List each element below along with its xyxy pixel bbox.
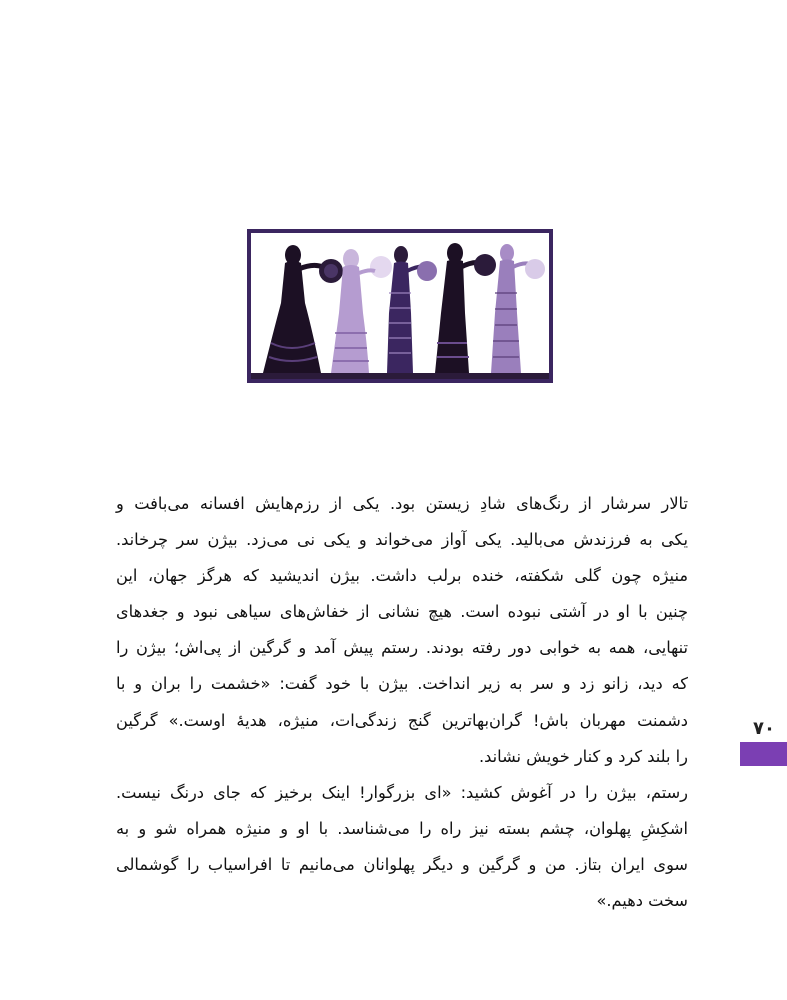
text-line: منیژه چون گلی شکفته، خنده برلب داشت. بیژن اندیشید که هرگز جهان، این [116, 566, 688, 586]
page-number: ۷۰ [753, 718, 775, 739]
paragraph-2 [116, 775, 688, 919]
text-line: چنین با او در آشتی نبوده است. هیچ نشانی از خفاش‌های سیاهی نبود و جغدهای [116, 602, 688, 622]
text-line: سخت دهیم.» [596, 891, 688, 911]
text-line: سوی ایران بتاز. من و گرگین و دیگر پهلوانان می‌مانیم تا افراسیاب را گوشمالی [116, 854, 688, 874]
text-line: را بلند کرد و کنار خویش نشاند. [479, 746, 688, 766]
story-text [116, 486, 688, 919]
dancing-women-illustration [247, 229, 553, 383]
text-line: که دید، زانو زد و سر به زیر انداخت. بیژن با خود گفت: «خشمت را بران و با [116, 674, 688, 694]
text-line: رستم، بیژن را در آغوش کشید: «ای بزرگوار! اینک برخیز که جای درنگ نیست. [116, 782, 688, 802]
text-line: دشمنت مهربان باش! گران‌بهاترین گنج زندگی‌ات، منیژه، هدیهٔ اوست.» گرگین [116, 710, 688, 730]
text-line: یکی به فرزندش می‌بالید. یکی آواز می‌خواند و یکی نی می‌زد. بیژن سر چرخاند. [116, 530, 688, 550]
text-line: تالار سرشار از رنگ‌های شادِ زیستن بود. یکی از رزم‌هایش افسانه می‌بافت و [116, 494, 688, 513]
text-line: تنهایی، همه به خوابی دور رفته بودند. رستم پیش آمد و گرگین از پی‌اش؛ بیژن را [116, 638, 688, 658]
text-line: اشکِشِ پهلوان، چشم بسته نیز راه را می‌شناسد. با او و منیژه همراه شو و به [116, 818, 688, 838]
page-tab-marker [740, 742, 787, 766]
dancing-women-icon [251, 233, 549, 379]
paragraph-1 [116, 486, 688, 775]
